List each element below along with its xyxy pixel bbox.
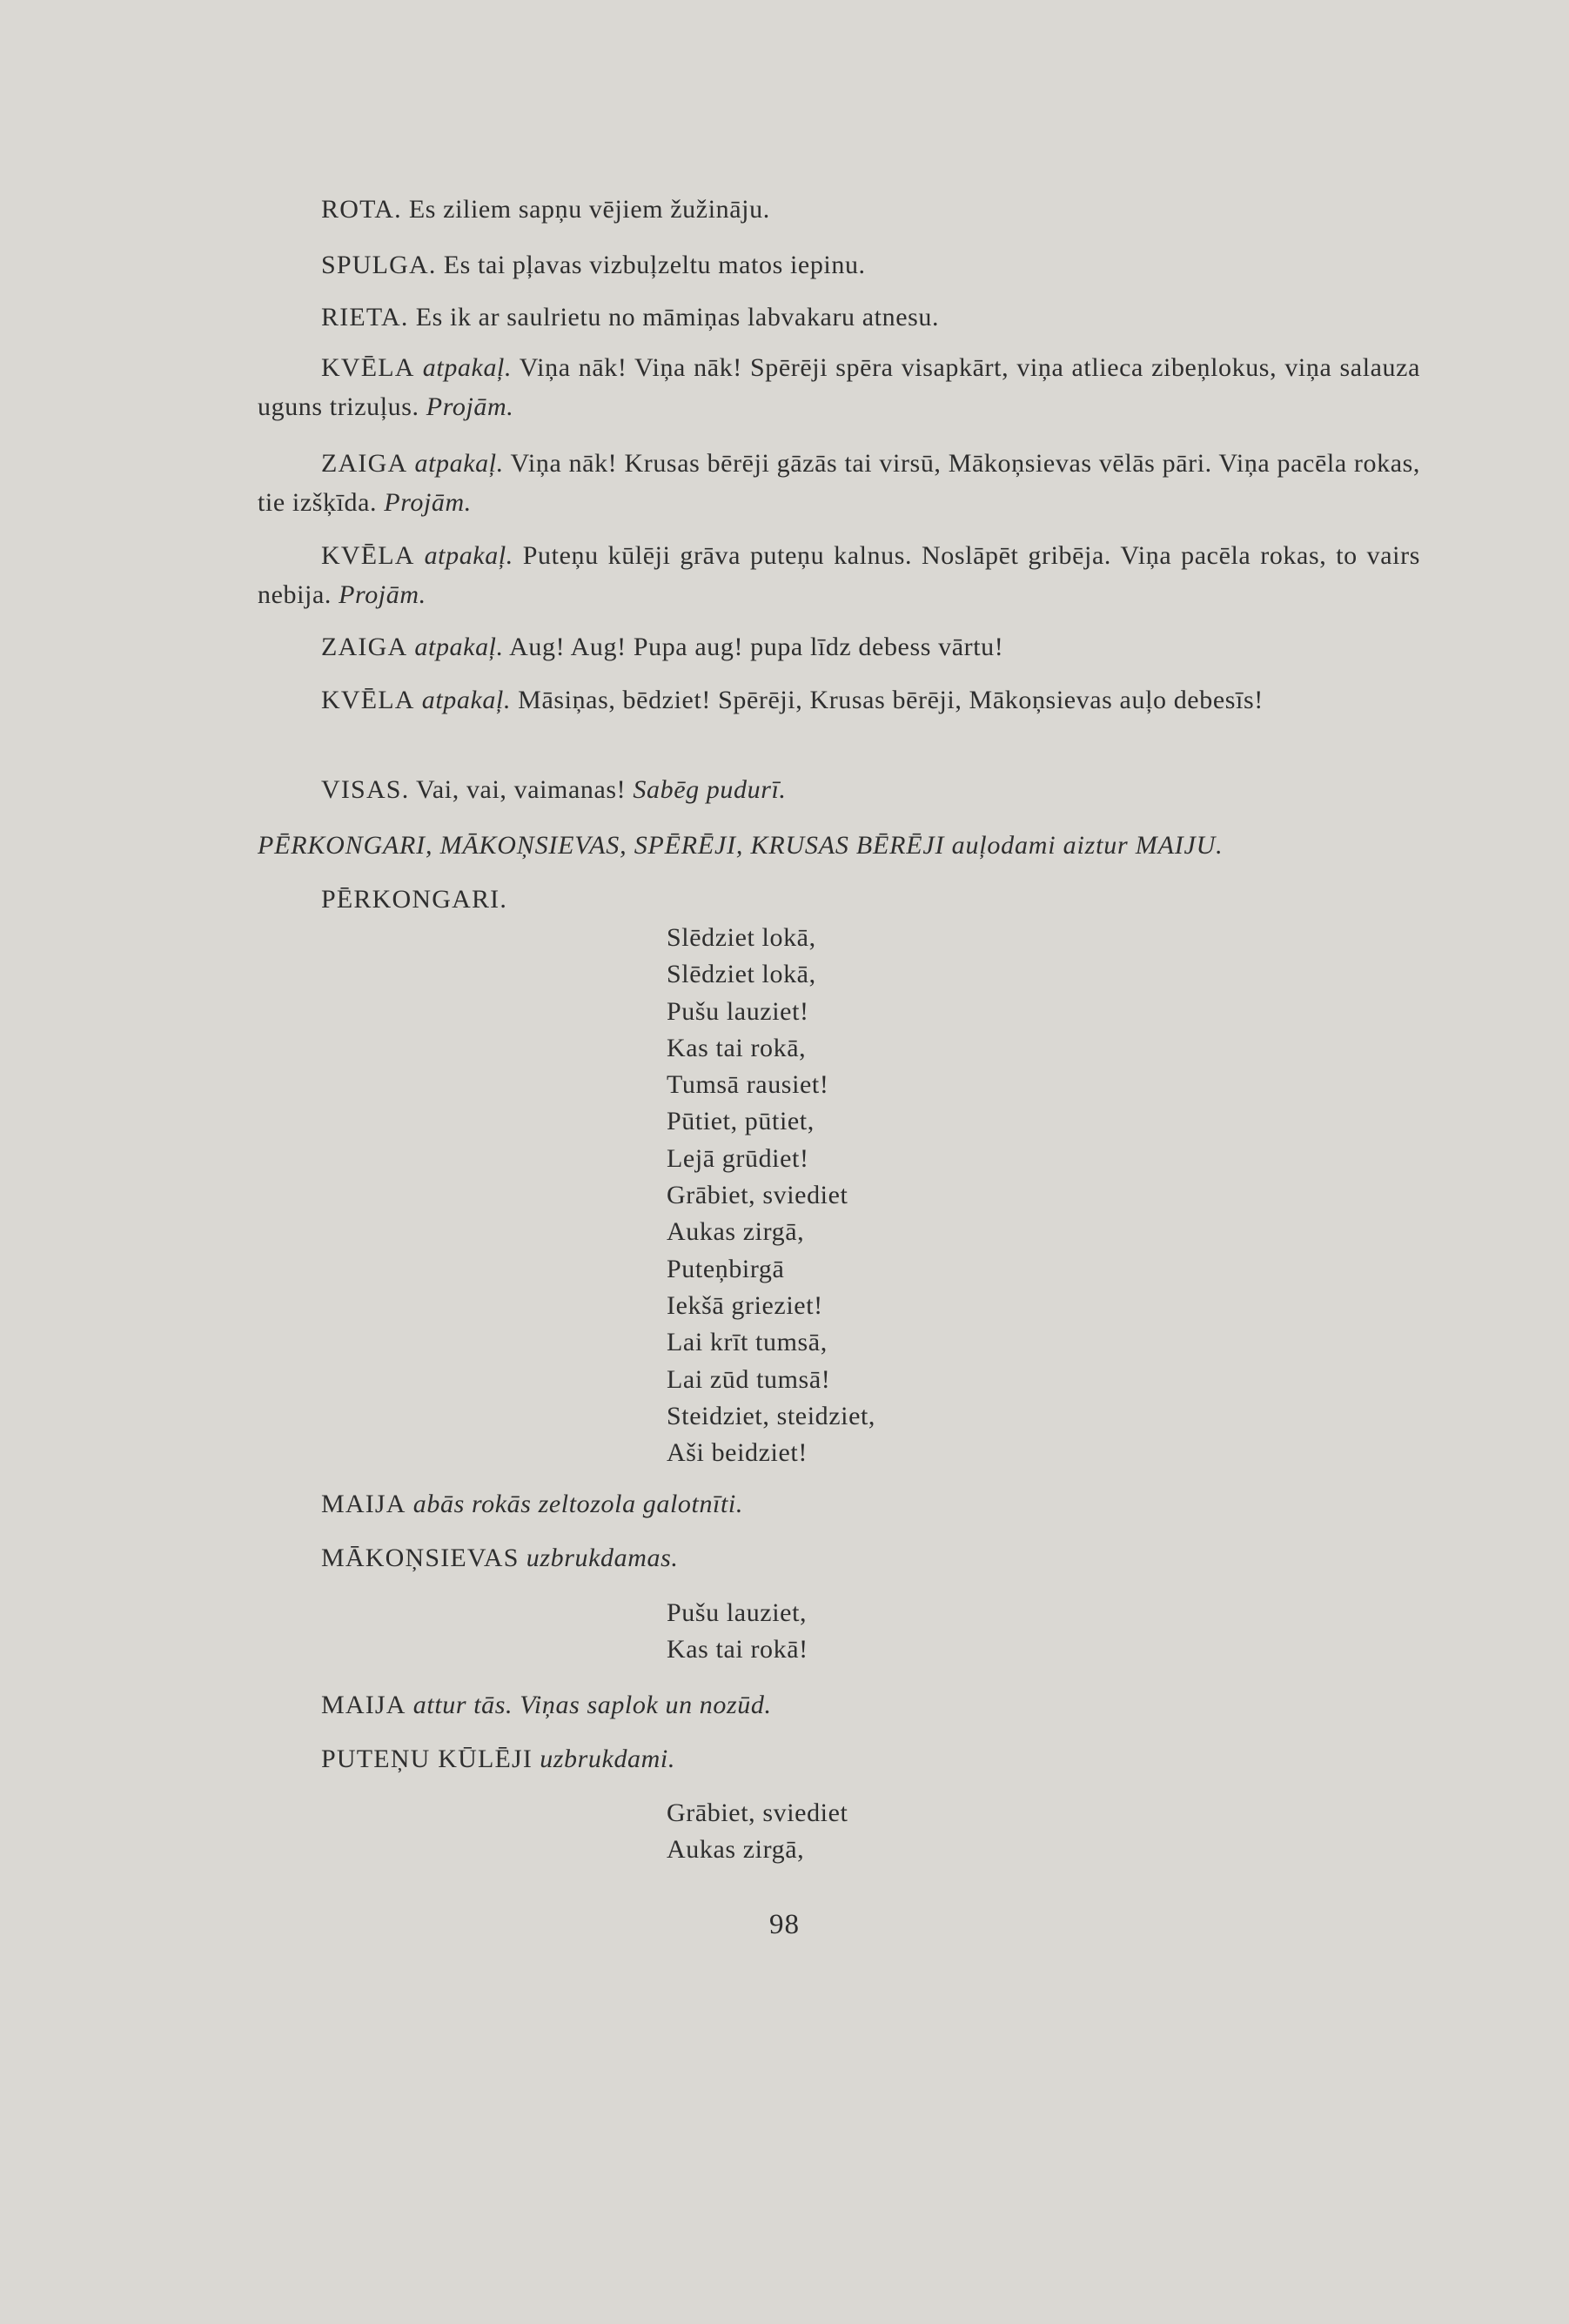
dialogue-text: Puteņu kūlēji grāva puteņu kalnus. Noslāpēt gribēja. Viņa pacēla rokas, to vairs nebija. xyxy=(258,541,1420,609)
speaker-name: MAIJA xyxy=(321,1691,406,1719)
dialogue-zaiga-1 xyxy=(258,444,1420,522)
dialogue-rieta xyxy=(258,297,1420,338)
verse-line: Slēdziet lokā, xyxy=(667,960,816,989)
dialogue-spulga xyxy=(258,244,1420,286)
dialogue-makonsievas xyxy=(258,1537,1420,1579)
verse-line: Kas tai rokā! xyxy=(667,1635,808,1664)
speaker-name: ZAIGA xyxy=(321,449,408,478)
verse-line: Steidziet, steidziet, xyxy=(667,1401,876,1430)
verse-line: Kas tai rokā, xyxy=(667,1033,807,1062)
stage-direction: uzbrukdami. xyxy=(540,1745,675,1773)
dialogue-text: Es ik ar saulrietu no māmiņas labvakaru atnesu. xyxy=(415,303,940,332)
speaker-name: MAIJA xyxy=(321,1490,406,1518)
dialogue-maija-2 xyxy=(258,1684,1420,1726)
verse-line: Aukas zirgā, xyxy=(667,1217,805,1247)
speaker-name: KVĒLA xyxy=(321,353,415,382)
verse-line: Lai zūd tumsā! xyxy=(667,1364,831,1394)
dialogue-maija-1 xyxy=(258,1483,1420,1525)
verse-makonsievas xyxy=(667,1595,808,1669)
dialogue-visas xyxy=(258,769,1420,811)
stage-direction: atpakaļ. xyxy=(414,633,504,661)
verse-line: Pušu lauziet, xyxy=(667,1598,808,1627)
dialogue-text: Es tai pļavas vizbuļzeltu matos iepinu. xyxy=(443,251,866,279)
dialogue-putenu-kuleji xyxy=(258,1738,1420,1780)
stage-direction: atpakaļ. xyxy=(422,353,513,382)
dialogue-text: Māsiņas, bēdziet! Spērēji, Krusas bērēji, Mākoņsievas auļo debesīs! xyxy=(518,686,1264,714)
speaker-name: ROTA. xyxy=(321,195,402,224)
verse-line: Tumsā rausiet! xyxy=(667,1070,829,1100)
dialogue-text: Viņa nāk! Viņa nāk! Spērēji spēra visapkārt, viņa atlieca zibeņlokus, viņa salauza uguns trizuļus. xyxy=(258,353,1420,421)
speaker-name: PĒRKONGARI. xyxy=(321,885,508,914)
dialogue-kvela-3 xyxy=(258,680,1420,720)
verse-putenu-kuleji xyxy=(667,1795,848,1869)
dialogue-kvela-2 xyxy=(258,536,1420,614)
speaker-name: RIETA. xyxy=(321,303,409,332)
speaker-name: PUTEŅU KŪLĒJI xyxy=(321,1745,533,1773)
verse-line: Puteņbirgā xyxy=(667,1254,785,1283)
stage-direction: atpakaļ. xyxy=(414,449,504,478)
dialogue-kvela-1 xyxy=(258,348,1420,426)
page-number: 98 xyxy=(769,1909,800,1940)
stage-direction: Sabēg pudurī. xyxy=(633,775,787,804)
stage-direction: uzbrukdamas. xyxy=(526,1544,679,1572)
speaker-name: VISAS. xyxy=(321,775,410,804)
dialogue-text: Aug! Aug! Pupa aug! pupa līdz debess vārtu! xyxy=(509,633,1004,661)
stage-direction-block: PĒRKONGARI, MĀKOŅSIEVAS, SPĒRĒJI, KRUSAS BĒRĒJI auļodami aiztur MAIJU. xyxy=(258,831,1224,860)
stage-direction: abās rokās zeltozola galotnīti. xyxy=(412,1490,743,1518)
speaker-name: SPULGA. xyxy=(321,251,437,279)
dialogue-rota xyxy=(258,189,1420,231)
verse-perkongari xyxy=(667,920,875,1471)
speaker-name: KVĒLA xyxy=(321,686,415,714)
speaker-name: MĀKOŅSIEVAS xyxy=(321,1544,520,1572)
verse-line: Iekšā grieziet! xyxy=(667,1290,823,1320)
stage-direction: Projām. xyxy=(384,488,472,517)
speaker-name: KVĒLA xyxy=(321,541,415,570)
verse-line: Pūtiet, pūtiet, xyxy=(667,1107,815,1136)
verse-line: Slēdziet lokā, xyxy=(667,923,816,952)
verse-line: Aši beidziet! xyxy=(667,1438,808,1468)
dialogue-text: Vai, vai, vaimanas! xyxy=(415,775,627,804)
verse-line: Pušu lauziet! xyxy=(667,996,809,1026)
verse-line: Grābiet, sviediet xyxy=(667,1181,848,1210)
speaker-name: ZAIGA xyxy=(321,633,408,661)
verse-line: Grābiet, sviediet xyxy=(667,1798,848,1827)
verse-line: Aukas zirgā, xyxy=(667,1835,805,1865)
dialogue-text: Viņa nāk! Krusas bērēji gāzās tai virsū, Mākoņsievas vēlās pāri. Viņa pacēla rokas, tie izšķīda. xyxy=(258,449,1420,517)
stage-direction: atpakaļ. xyxy=(421,686,512,714)
stage-direction: atpakaļ. xyxy=(424,541,513,570)
stage-direction: attur tās. Viņas saplok un nozūd. xyxy=(412,1691,772,1719)
verse-line: Lejā grūdiet! xyxy=(667,1143,809,1173)
dialogue-text: Es ziliem sapņu vējiem žužināju. xyxy=(408,195,770,224)
speaker-perkongari xyxy=(258,879,1420,921)
stage-direction: Projām. xyxy=(426,392,514,421)
stage-direction: Projām. xyxy=(339,580,426,609)
dialogue-zaiga-2 xyxy=(258,626,1420,668)
verse-line: Lai krīt tumsā, xyxy=(667,1328,828,1357)
